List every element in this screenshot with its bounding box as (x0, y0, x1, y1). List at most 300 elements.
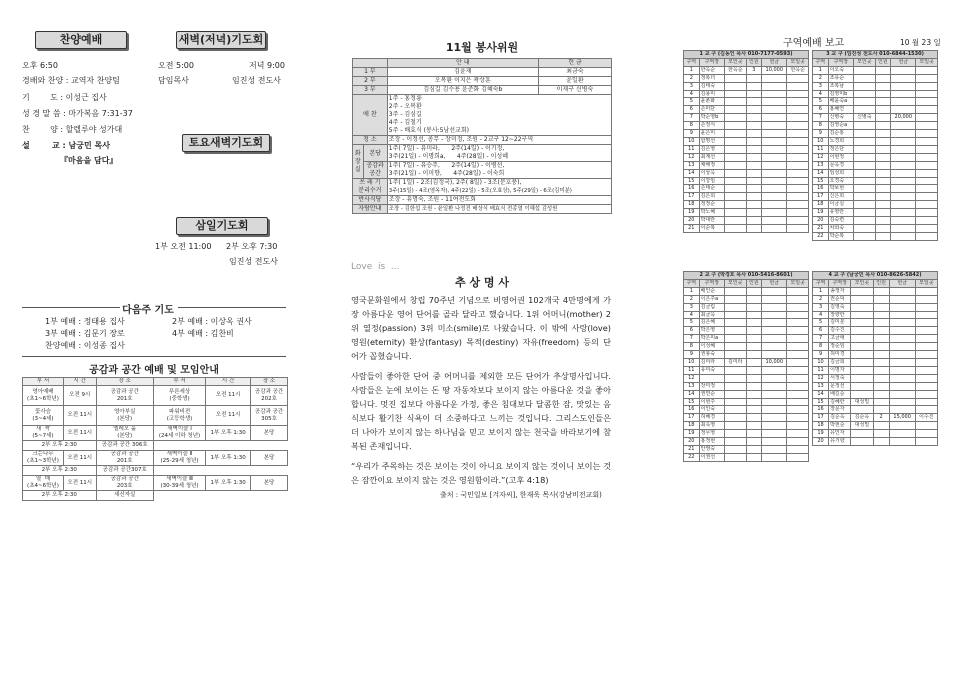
report-cell (891, 122, 916, 130)
report-cell (746, 358, 762, 366)
report-col-header: 구역장 (699, 58, 724, 66)
report-cell (787, 114, 809, 122)
report-cell (787, 445, 809, 453)
report-cell (762, 327, 787, 335)
serve-offering: 윤일환 (538, 77, 611, 86)
report-cell (746, 185, 762, 193)
report-cell (891, 161, 916, 169)
report-cell (746, 106, 762, 114)
table-row (684, 398, 809, 406)
district-label: 2 교 구 (박경호 목사 010-5416-8601) (684, 272, 809, 280)
report-col-header: 구역 (684, 58, 700, 66)
table-row (813, 438, 938, 446)
report-cell (746, 224, 762, 232)
report-cell (746, 82, 762, 90)
report-cell (725, 177, 747, 185)
report-cell (787, 351, 809, 359)
report-cell: 조복남 (828, 82, 853, 90)
table-row (684, 98, 809, 106)
report-cell: 김영순a (828, 122, 853, 130)
report-cell (891, 185, 916, 193)
report-cell (873, 343, 889, 351)
report-cell (787, 153, 809, 161)
report-cell (746, 311, 762, 319)
sunday-service-title: 찬양예배 (35, 31, 127, 49)
report-cell (746, 438, 762, 446)
report-cell: 2 (684, 295, 700, 303)
report-cell: 15 (813, 398, 829, 406)
report-cell: 10,000 (762, 358, 787, 366)
report-cell: 10 (684, 137, 700, 145)
report-cell: 19 (684, 209, 700, 217)
serve-offering: 최금숙 (538, 68, 611, 77)
flower-a-line: 3주(21일) - 이명희a, 4주(28일) - 이성혜 (388, 153, 509, 160)
report-cell (889, 390, 915, 398)
spaces-cell: 새벽이슬 Ⅲ (30-39세 청년) (153, 476, 205, 491)
report-cell: 9 (813, 130, 829, 138)
report-cell (787, 122, 809, 130)
report-cell: 김금림 (699, 303, 724, 311)
table-row (684, 169, 809, 177)
report-cell: 4 (684, 90, 700, 98)
report-cell (916, 98, 938, 106)
table-row (813, 358, 938, 366)
table-row (813, 209, 938, 217)
report-cell: 21 (813, 224, 829, 232)
report-cell: 3 (813, 303, 829, 311)
report-cell: 김미라 (724, 358, 746, 366)
table-row (813, 319, 938, 327)
report-cell: 윤은미 (699, 130, 724, 138)
report-col-header: 헌금 (762, 279, 787, 287)
report-cell (916, 209, 938, 217)
report-cell: 9 (684, 351, 700, 359)
table-row (684, 106, 809, 114)
report-cell (891, 232, 916, 240)
spaces-cell: 오전 11시 (63, 406, 96, 426)
wed-prayer-title: 삼일기도회 (176, 217, 268, 235)
report-cell (889, 398, 915, 406)
table-row (813, 414, 938, 422)
report-cell (787, 106, 809, 114)
report-cell (787, 201, 809, 209)
report-cell (889, 374, 915, 382)
report-cell: 10,000 (762, 66, 787, 74)
report-cell (916, 232, 938, 240)
report-cell (875, 232, 891, 240)
report-cell (915, 287, 937, 295)
report-cell (889, 327, 915, 335)
table-row (813, 295, 938, 303)
report-cell (762, 114, 787, 122)
report-cell (854, 137, 876, 145)
report-cell (854, 66, 876, 74)
report-cell (875, 74, 891, 82)
trash-line: 3주(15일) - 4조(염옥자), 4주(22일) - 5조(오효상), 5주(29일) - 6조(김미분) (388, 188, 572, 194)
report-cell (746, 430, 762, 438)
serve-guide: 김윤재 (387, 68, 538, 77)
report-cell (915, 351, 937, 359)
report-cell: 배길순 (829, 390, 851, 398)
report-cell: 이순복 (699, 224, 724, 232)
report-cell (746, 366, 762, 374)
report-cell (851, 311, 873, 319)
clean-text: 조장 - 이정선, 총무 - 장미정, 조원 - 2교구 12~22구역 (387, 136, 611, 145)
report-cell: 2 (813, 74, 829, 82)
wed-leader: 임진성 전도사 (229, 257, 278, 266)
spaces-header: 장 소 (251, 378, 288, 386)
spaces-cell: 공감과 공간 201호 (96, 386, 153, 406)
dawn-leader-right: 임진성 전도사 (232, 76, 281, 85)
district-label: 3 교 구 (임진성 전도사 010-6844-1530) (813, 51, 938, 59)
report-col-header: 헌금 (889, 279, 915, 287)
report-cell (762, 311, 787, 319)
report-cell (915, 374, 937, 382)
serve-table (352, 58, 612, 214)
report-cell: 박순영b (699, 114, 724, 122)
report-cell (724, 453, 746, 461)
report-cell (787, 90, 809, 98)
report-cell (746, 98, 762, 106)
report-cell (873, 422, 889, 430)
table-row (684, 153, 809, 161)
report-cell (889, 430, 915, 438)
report-table-bottom-left (683, 271, 809, 462)
report-cell (787, 193, 809, 201)
report-cell: 김영숙 (829, 303, 851, 311)
report-cell (787, 303, 809, 311)
report-cell (854, 169, 876, 177)
report-cell (854, 82, 876, 90)
report-cell: 9 (684, 130, 700, 138)
report-cell (762, 335, 787, 343)
table-row (684, 335, 809, 343)
report-cell (724, 422, 746, 430)
article-body (351, 293, 611, 493)
table-row (813, 201, 938, 209)
report-cell (916, 106, 938, 114)
report-cell (762, 82, 787, 90)
report-cell: 김영미b (828, 90, 853, 98)
report-cell (891, 145, 916, 153)
report-cell: 2 (873, 414, 889, 422)
report-cell: 4 (813, 311, 829, 319)
report-cell (891, 106, 916, 114)
report-cell: 8 (813, 122, 829, 130)
report-cell: 권봉숙 (699, 351, 724, 359)
report-cell (916, 177, 938, 185)
report-cell (875, 177, 891, 185)
report-cell (873, 311, 889, 319)
spaces-cell: 새벽이슬 Ⅰ (24세 이하 청년) (153, 426, 205, 441)
report-cell: 정순임 (829, 343, 851, 351)
report-cell: 박현순 (829, 422, 851, 430)
report-cell (915, 335, 937, 343)
report-cell: 유기향 (829, 438, 851, 446)
spaces-cell: 새벽이슬 Ⅱ (25-29세 청년) (153, 451, 205, 466)
table-row (813, 374, 938, 382)
report-cell (762, 209, 787, 217)
report-cell (746, 169, 762, 177)
report-cell (854, 122, 876, 130)
report-cell: 7 (684, 114, 700, 122)
table-row (813, 153, 938, 161)
report-cell (854, 74, 876, 82)
report-cell (725, 90, 747, 98)
report-cell: 박은미a (699, 335, 724, 343)
report-cell: 김은영 (699, 145, 724, 153)
dawn-time-right: 저녁 9:00 (249, 61, 285, 70)
report-cell (875, 82, 891, 90)
spaces-cell: 본당 (251, 476, 288, 491)
spaces-cell: 오전 11시 (63, 476, 96, 491)
report-cell (725, 74, 747, 82)
report-cell (854, 232, 876, 240)
report-cell: 12 (813, 374, 829, 382)
table-row (813, 114, 938, 122)
report-cell: 최옥영 (699, 422, 724, 430)
spaces-cell: 새신자실 (96, 491, 153, 501)
report-cell (889, 303, 915, 311)
report-cell (746, 327, 762, 335)
table-row (813, 303, 938, 311)
report-cell (889, 358, 915, 366)
report-cell (787, 130, 809, 138)
report-cell (787, 366, 809, 374)
report-cell (724, 390, 746, 398)
table-row (813, 343, 938, 351)
district-label: 4 교 구 (남궁민 목사 010-8626-5842) (813, 272, 938, 280)
report-cell (746, 374, 762, 382)
report-col-header: 구역 (813, 279, 829, 287)
article-paragraph: “우리가 주목하는 것은 보이는 것이 아니요 보이지 않는 것이니 보이는 것은 잠깐이요 보이지 않는 것은 영원함이라.”(고후 4:18) (351, 461, 611, 485)
next-prayer-1: 1부 예배 : 정태용 집사 (45, 317, 125, 326)
report-cell: 박대란 (699, 217, 724, 225)
report-cell: 노경희 (828, 137, 853, 145)
table-row (813, 430, 938, 438)
report-cell: 16 (813, 185, 829, 193)
report-cell (891, 177, 916, 185)
report-cell (873, 406, 889, 414)
report-cell (875, 90, 891, 98)
trash-label: 쓰 레 기 분리수거 (353, 179, 388, 196)
report-cell (762, 422, 787, 430)
report-cell (916, 185, 938, 193)
next-prayer-rule-right (178, 307, 286, 308)
table-row (684, 311, 809, 319)
report-cell: 허혜경 (699, 414, 724, 422)
report-cell (875, 145, 891, 153)
report-cell (873, 438, 889, 446)
next-prayer-3: 3부 예배 : 김문기 장로 (45, 329, 125, 338)
report-cell (724, 438, 746, 446)
report-cell (889, 422, 915, 430)
food-line: 4주 - 김철기 (388, 119, 422, 126)
report-cell (762, 303, 787, 311)
spaces-header: 시 간 (63, 378, 96, 386)
report-cell (854, 153, 876, 161)
report-cell (724, 327, 746, 335)
report-table-top-left (683, 50, 809, 233)
report-cell: 배윤숙a (828, 98, 853, 106)
report-cell (724, 445, 746, 453)
spaces-cell: 파워비전 (고등학생) (153, 406, 205, 426)
report-cell (725, 201, 747, 209)
parking-text: 조장 - 김한섭 조원 - 윤일환 나정진 배상식 배효식 전종열 이혜섭 김성원 (387, 205, 611, 214)
report-cell (762, 217, 787, 225)
report-cell (746, 398, 762, 406)
serve-title: 11월 봉사위원 (445, 41, 519, 54)
report-cell (915, 343, 937, 351)
table-row (684, 351, 809, 359)
report-cell (762, 295, 787, 303)
report-cell (873, 327, 889, 335)
report-cell (787, 335, 809, 343)
spaces-cell: 본당 (251, 451, 288, 466)
report-cell (762, 169, 787, 177)
report-cell (746, 217, 762, 225)
report-cell (916, 145, 938, 153)
spaces-cell: 공감과 공간 305호 (251, 406, 288, 426)
report-cell (875, 137, 891, 145)
serve-guide: 김심길 김수용 윤준화 김혜숙b (387, 86, 538, 95)
report-cell (762, 382, 787, 390)
report-cell (746, 319, 762, 327)
report-col-header: 구역장 (828, 58, 853, 66)
report-cell: 김금희 (829, 358, 851, 366)
spaces-cell: 공감과 공간 203호 (96, 476, 153, 491)
report-cell: 16 (684, 406, 700, 414)
report-cell: 함명선 (699, 137, 724, 145)
spaces-cell: 엘레오 홀 (본당) (96, 426, 153, 441)
spaces-header: 부 서 (23, 378, 64, 386)
report-cell: 한옥순 (699, 66, 724, 74)
report-cell (916, 193, 938, 201)
report-cell (724, 295, 746, 303)
report-col-header: 모인곳 (724, 279, 746, 287)
spaces-cell: 공감과 공간 306호 (96, 441, 153, 451)
report-cell (746, 161, 762, 169)
love-is-text: Love is ... (351, 262, 400, 272)
report-cell: 13 (813, 382, 829, 390)
report-cell (915, 311, 937, 319)
report-cell: 이현정 (828, 153, 853, 161)
report-cell (916, 217, 938, 225)
report-cell (725, 209, 747, 217)
report-cell (762, 453, 787, 461)
report-cell: 문옥경 (828, 161, 853, 169)
table-row (813, 90, 938, 98)
table-row (813, 169, 938, 177)
table-row (684, 137, 809, 145)
report-cell (762, 185, 787, 193)
report-cell: 20 (813, 438, 829, 446)
spaces-cell: 2부 오후 2:30 (23, 491, 97, 501)
table-row (684, 366, 809, 374)
report-cell (746, 351, 762, 359)
report-cell (724, 311, 746, 319)
report-cell (873, 335, 889, 343)
report-cell (875, 122, 891, 130)
report-cell: 6 (813, 327, 829, 335)
report-cell: 17 (684, 414, 700, 422)
report-cell (915, 295, 937, 303)
report-cell (725, 193, 747, 201)
report-cell: 손미단 (699, 106, 724, 114)
serve-row-label: 2 부 (353, 77, 388, 86)
article-paragraph: 사람들이 좋아한 단어 중 어머니를 제외한 모든 단어가 추상명사입니다. 사람들은 눈에 보이는 돈 땅 자동차보다 보이지 않는 아름다운 것을 좋아합니다. 멋진 집보다 아름다운 가정, 좋은 침대보다 달콤한 잠, 맛있는 음식보다 활기찬 식욕이 더 소중하다고 느끼는 것입니다. 그리스도인들은 더 나아가 보이지 않는 하나님을 믿고 보이지 않는 천국을 바라보기에 참 복된 존재입니다. (351, 371, 611, 451)
report-cell (916, 130, 938, 138)
report-cell (854, 177, 876, 185)
table-row (684, 185, 809, 193)
report-col-header: 인원 (873, 279, 889, 287)
next-prayer-rule-left (22, 307, 120, 308)
report-cell (916, 74, 938, 82)
report-cell (873, 295, 889, 303)
report-col-header: 구역장 (699, 279, 724, 287)
table-row (684, 445, 809, 453)
report-cell (851, 295, 873, 303)
report-cell: 6 (813, 106, 829, 114)
report-cell (746, 137, 762, 145)
report-cell (746, 74, 762, 82)
report-cell (762, 287, 787, 295)
report-cell (746, 287, 762, 295)
table-row (684, 66, 809, 74)
report-cell (889, 319, 915, 327)
report-cell (746, 145, 762, 153)
report-cell (725, 137, 747, 145)
report-cell (787, 430, 809, 438)
report-cell: 홍정현 (699, 438, 724, 446)
report-cell (762, 414, 787, 422)
report-cell: 최계선 (699, 153, 724, 161)
report-cell: 17 (813, 193, 829, 201)
parking-label: 자람안내 (353, 205, 388, 214)
report-cell: 이수진 (915, 414, 937, 422)
report-cell (762, 374, 787, 382)
table-row (684, 343, 809, 351)
report-cell: 한옥순 (725, 66, 747, 74)
table-row (813, 74, 938, 82)
table-row (684, 130, 809, 138)
report-cell: 19 (813, 430, 829, 438)
table-row (684, 90, 809, 98)
report-cell: 3 (813, 82, 829, 90)
report-cell (762, 390, 787, 398)
report-cell (725, 185, 747, 193)
report-cell: 손태순 (699, 185, 724, 193)
table-row (813, 406, 938, 414)
report-cell (762, 98, 787, 106)
report-cell (762, 74, 787, 82)
food-line: 3주 - 김심길 (388, 111, 422, 118)
report-cell (762, 153, 787, 161)
report-cell: 12 (684, 153, 700, 161)
report-cell: 11 (684, 145, 700, 153)
report-cell: 8 (684, 343, 700, 351)
report-cell (762, 366, 787, 374)
spaces-cell: 영아예배 (초1~6학년) (23, 386, 64, 406)
report-cell (889, 351, 915, 359)
report-cell: 9 (813, 351, 829, 359)
report-cell (915, 438, 937, 446)
spaces-header: 시 간 (206, 378, 251, 386)
table-row (813, 335, 938, 343)
dawn-prayer-title: 새벽(저녁)기도회 (176, 31, 266, 49)
report-cell: 18 (684, 201, 700, 209)
table-row (813, 66, 938, 74)
